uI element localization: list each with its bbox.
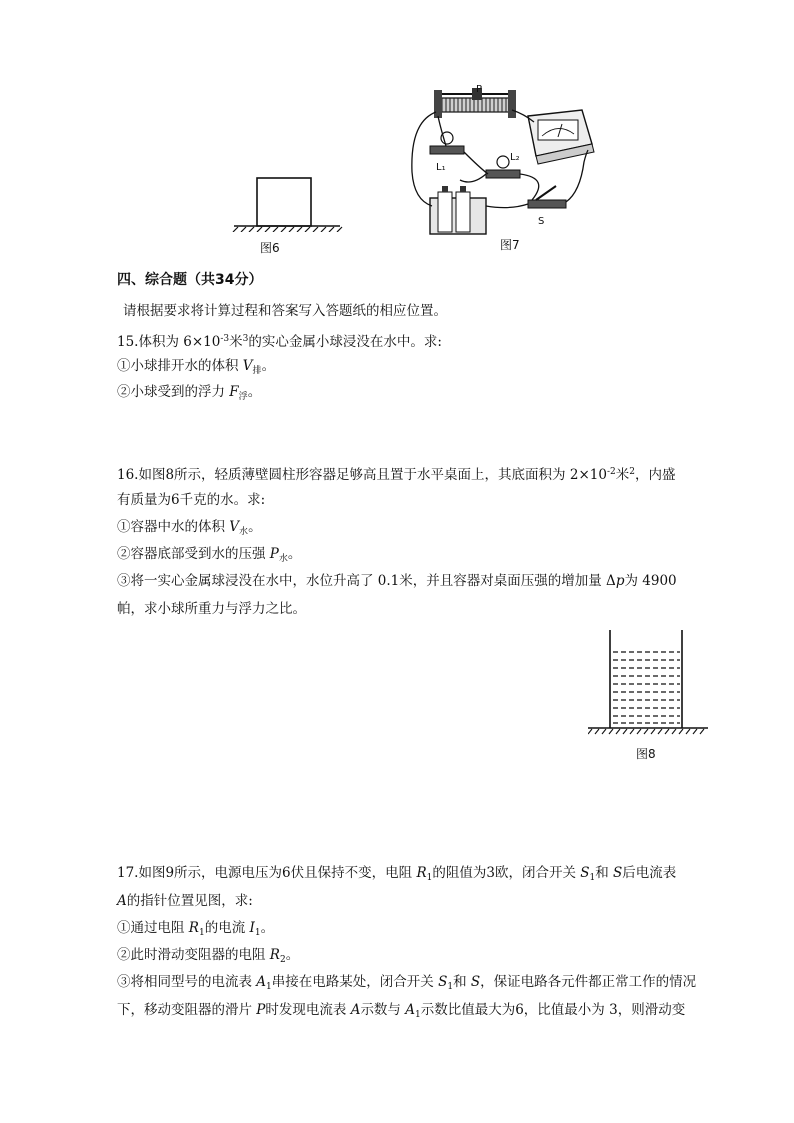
q15-part1: ①小球排开水的体积 $V_排$。	[117, 358, 276, 376]
q16-stem-line2: 有质量为6千克的水。求:	[117, 492, 266, 508]
section-heading: 四、综合题（共34分）	[117, 272, 263, 288]
block-shape	[257, 178, 311, 226]
q16-stem-line1: 16.如图8所示，轻质薄壁圆柱形容器足够高且置于水平桌面上，其底面积为 $2\times 10^{-2}$米$^2$，内盛	[117, 467, 676, 483]
label-l1: L₁	[436, 162, 446, 173]
rheostat-shape	[434, 88, 516, 118]
q17-part1: ①通过电阻 $R_1$的电流 $I_1$。	[117, 920, 275, 938]
q15-part2: ②小球受到的浮力 $F_浮$。	[117, 384, 262, 402]
q17-part3-line2: 下，移动变阻器的滑片 P时发现电流表 A示数与 $A_1$示数比值最大为6，比值最小为 3，则滑动变	[117, 1002, 686, 1020]
label-p: P	[476, 84, 483, 95]
q16-part3-line1: ③将一实心金属球浸没在水中，水位升高了 0.1米，并且容器对桌面压强的增加量 Δp为 4900	[117, 573, 677, 589]
q16-part3-line2: 帕，求小球所重力与浮力之比。	[117, 601, 306, 617]
q17-stem-line1: 17.如图9所示，电源电压为6伏且保持不变，电阻 $R_1$的阻值为3欧，闭合开关 $S_1$和 S后电流表	[117, 865, 677, 883]
ammeter-shape	[528, 110, 594, 164]
figure-7	[400, 82, 610, 250]
q17-stem-line2: A的指针位置见图，求:	[117, 893, 253, 909]
q15-stem: 15.体积为 $6\times 10^{-3}$米$^3$的实心金属小球浸没在水中。求:	[117, 334, 442, 350]
section-instruction: 请根据要求将计算过程和答案写入答题纸的相应位置。	[123, 303, 447, 319]
q16-part1: ①容器中水的体积 $V_水$。	[117, 519, 262, 537]
label-s: S	[538, 216, 545, 227]
figure-8	[588, 630, 710, 742]
q17-part2: ②此时滑动变阻器的电阻 $R_2$。	[117, 947, 300, 965]
figure-8-caption: 图8	[636, 747, 656, 761]
q17-part3-line1: ③将相同型号的电流表 $A_1$串接在电路某处，闭合开关 $S_1$和 S，保证电路各元件都正常工作的情况	[117, 974, 697, 992]
figure-7-caption: 图7	[500, 238, 520, 252]
q16-part2: ②容器底部受到水的压强 $P_水$。	[117, 546, 302, 564]
figure-6	[228, 172, 348, 232]
label-l2: L₂	[510, 152, 520, 163]
battery-shape	[430, 186, 486, 234]
figure-6-caption: 图6	[260, 241, 280, 255]
water-shape	[613, 652, 680, 723]
bulb-l1-shape	[430, 132, 464, 154]
